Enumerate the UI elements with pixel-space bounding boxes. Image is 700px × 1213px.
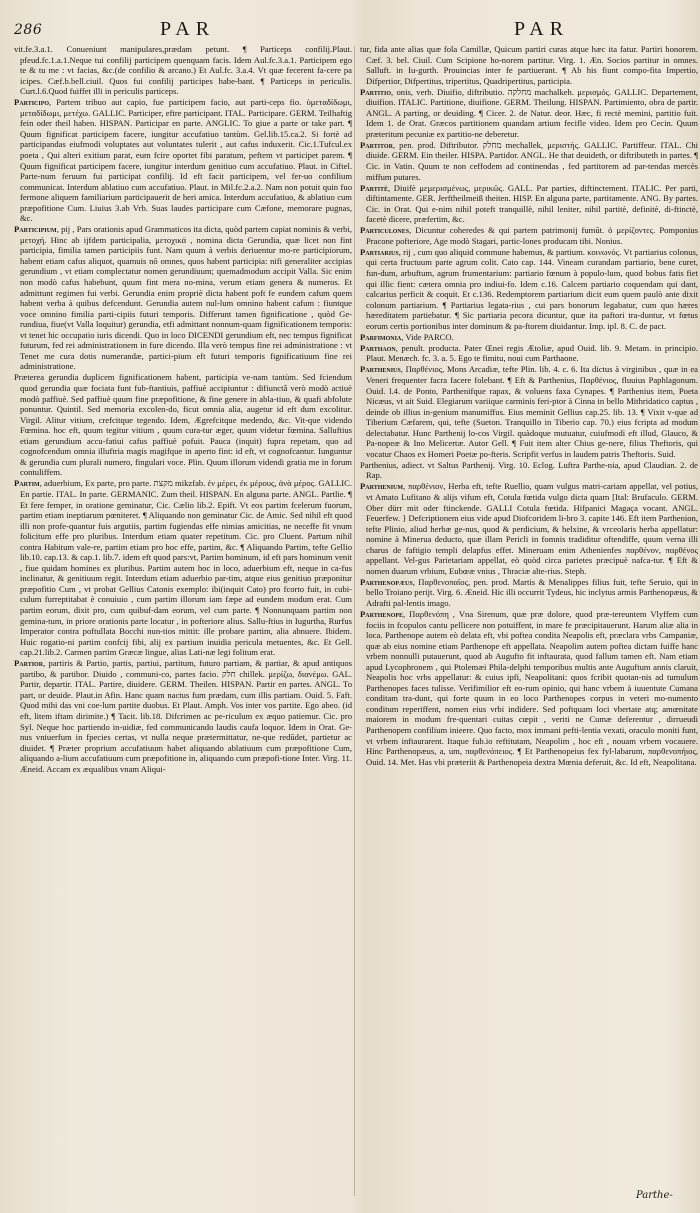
entry-headword: Parthenius [360,364,401,375]
dictionary-entry [14,372,352,477]
dictionary-entry: Partitè, Diuifè μεμερισμένως, μερικῶς. GALL. Par parties, diftinctement. ITALIC. Per parti, diftintamente. GER. Jerftheilmeiß theiten. HISP. En alguna parte, partitamente. ANG. By partes. Cic. in Orat. Qui e-nim nihil poteft tranquillè, nihil leniter, nihil partitè, definitè, di-ftinctè, facetè dicere, præfertim, &c. [360,182,698,225]
dictionary-entry [14,44,352,97]
dictionary-entry: Parthaon, penult. producta. Pater Œnei regis Ætoliæ, apud Ouid. lib. 9. Metam. in principio. Plaut. Menæch. fc. 3. a. 5. Ego te fimitu, noui cum Parthaone. [360,342,698,364]
running-head-right: PAR [514,18,570,40]
entry-headword: Partior [14,658,44,669]
entry-headword: Participium [14,224,57,235]
dictionary-entry: Participo, Partem tribuo aut capio, fue participem facio, aut parti-ceps fio. ὑμεταδίδωμι, μεταδίδωμι, μετέχω. GALLIC. Participer, eftre participant. ITAL. Participare. GERM. Teilhaftig fein oder theil haben. HISPAN. Participar en parte. ANGLIC. To giue a parte or take part. ¶ Quum fignificat participem facere, iungitur accufatiuo tantùm. Gel.lib.15.ca.2. Si fortè ad participandas eiufmodi voluptates aut voluntates tulerit , aut cafus induxerit. Cic.1.Tufcul.ex poeta , Qui alteri exitium parat, eum fcire oportet fibi paratum, peftem vt participet parem. ¶ Quum fignificat participem facere, iungitur interdum genitiuo cum accufatiuo. Plaut. in Ciftel. Parte-num feruum fui participat confilij. Id eft facit participem, vel fer-uo confilium communicat. Interdum ablatiuo cum accufatiuo. Plaut. in Mil.fc.2.a.2. Nam non potuit quin fuo fermone aliquem familiarium participauerit de heri amica. Interdum accufatiuo, & ablatiuo cum præpofitione Cum. Liuius 3.ab Vrb. Suas laudes participare cum Cæfone, memorare pugnas, &c. [14,97,352,224]
dictionary-entry: Partiarius, rij , cum quo aliquid commune habemus, & partium. κοινωνός. Vt partiarius colonus, qui certa fructuum parte agrum colit. Cato cap. 144. Vineam curandam partiario, bene curet, fun-dum, arbuftum, agrum frumentarium: partiario fœnum à populo-lum, quod bobus fatis fiet qui illic fient: cætera omnia pro indiui-fo. Idem c.16. Calcem partiario coquendam qui dant, calcarius perficit & coquit. Et c.136. Redemptorem partiarium dicit eum quem paulò ante dixit colonum partiarium. ¶ Partiarius legata-rius , cui pars bonorum legabatur, cum quo hæres hæreditatem partiebatur. ¶ Sic partiaria pecora dicuntur, quæ ita paftori tra-duntur, vt fœtus eorum certis portionibus inter dominum & pa-ftorem diuidantur. Imp. ipl. 8. C. de pact. [360,246,698,331]
entry-headword: Parfimonia [360,331,402,342]
entry-text: vit.fe.3.a.1. Conueniunt manipulares,prædam petunt. ¶ Particeps confilij.Plaut. pfeud.fc.1.a.1.Neque tui confilij participem quenquam facis. Idem Aul.fc.3.a.1. Participem ego te & tu me : vt facias, &c.(de confilio & arcano.) Et Aul.fc. 3.a.4. Vt quæ fecerent fa-cere pa icipes. Cæf.b.bell.ciuil. Quos fui confilij participes habe-bant. ¶ Particeps in periculis. Curt.l.6.Quod fuiffet illi in periculis particeps. [14,44,352,97]
page-number: 286 [14,22,43,38]
entry-text: Dicuntur coheredes & qui partem patrimonij fumūt. ὁ μερίζοντες. Pomponius Pracone pofteriore, Age modò Stagari, partic-lones producam tibi. Nonius. [366,225,698,246]
right-column [360,44,698,1194]
entry-text: tur, fida ante alias quæ fola Camillæ, Quicum partiri curas atque hæc ita fatur. Partiri honorem. Cæf. 3. bel. Ciuil. Cum Scipione ho-norem partitur. Virg. 1. Æn. Socios partitur in omnes. Salluft. in Iu-gurth. Prouincias inter fe partiuerant. ¶ Ab his fiunt compo-fita Impertio, Difpertior, Difpertitus, tripertitus, Quadripertitus, participia. [360,44,698,86]
entry-text: Παρθένιος, Mons Arcadiæ, tefte Plin. lib. 4. c. 6. Ita dictus à virginibus , quæ in ea Veneri frequenter facra facere folebant. ¶ Eft & Parthenius, Παρθένιος, fluuius Paphlagonum. Ouid. l.4. de Ponto, Parthenifque rapax, & voluens faxa Cynapes. ¶ Parthenius item, Poeta Nicæus, vt ait Suid. Elegiarum variique carminis feri-ptor à Cinna in bello Mithridatico captus , deinde ob illius in-genium manumiffus. Eius meminit Gellius cap.25. lib. 13. ¶ Vixit v-que ad Tiberium Cæfarem, qui, tefte (Sueton. Tranquillo in Tiberio cap. 70.) eius fcripta ad modum delectabatur. Hunc Parthenij lo-cos Virgil. quàdoque mutuatur, cuiufmodi eft illud, Glauco, & Pa-nopeæ & Ino Melicertæ. Autor Gell. ¶ Fuit item alter Chius ge-nere, filius Theftoris, qui vocatur Chaos ex Homeri Poetæ po-fteris. Scripfit verfus in laudem patris Theftoris. Suid. [366,364,698,459]
dictionary-entry [360,460,698,481]
left-column [14,44,352,1194]
dictionary-entry: Particulones, Dicuntur coheredes & qui partem patrimonij fumūt. ὁ μερίζοντες. Pomponius Pracone pofteriore, Age modò Stagari, partic-lones producam tibi. Nonius. [360,225,698,246]
dictionary-entry: Parthenius, Παρθένιος, Mons Arcadiæ, tefte Plin. lib. 4. c. 6. Ita dictus à virginibus , quæ in ea Veneri frequenter facra facere folebant. ¶ Eft & Parthenius, Παρθένιος, fluuius Paphlagonum. Ouid. l.4. de Ponto, Parthenifque rapax, & voluens faxa Cynapes. ¶ Parthenius item, Poeta Nicæus, vt ait Suid. Elegiarum variique carminis feri-ptor à Cinna in bello Mithridatico captus , deinde ob illius in-genium manumiffus. Eius meminit Gellius cap.25. lib. 13. ¶ Vixit v-que ad Tiberium Cæfarem, qui, tefte (Sueton. Tranquillo in Tiberio cap. 70.) eius fcripta ad modum delectabatur. Hunc Parthenij lo-cos Virgil. quàdoque mutuatur, cuiufmodi eft illud, Glauco, & Pa-nopeæ & Ino Melicertæ. Autor Gell. ¶ Fuit item alter Chius ge-nere, filius Theftoris, qui vocatur Chaos ex Homeri Poetæ po-fteris. Scripfit verfus in laudem patris Theftoris. Suid. [360,364,698,459]
entry-text: Partem tribuo aut capio, fue participem facio, aut parti-ceps fio. ὑμεταδίδωμι, μεταδίδωμι, μετέχω. GALLIC. Participer, eftre participant. ITAL. Participare. GERM. Teilhaftig fein oder theil haben. HISPAN. Participar en parte. ANGLIC. To giue a parte or take part. ¶ Quum fignificat participem facere, iungitur accufatiuo tantùm. Gel.lib.15.ca.2. Si fortè ad participandas eiufmodi voluptates aut voluntates tulerit , aut cafus induxerit. Cic.1.Tufcul.ex poeta , Qui alteri exitium parat, eum fcire oportet fibi paratum, peftem vt participet parem. ¶ Quum fignificat participem facere, iungitur interdum genitiuo cum accufatiuo. Plaut. in Ciftel. Parte-num feruum fui participat confilij. Id eft facit participem, vel fer-uo confilium communicat. Interdum ablatiuo cum accufatiuo. Plaut. in Mil.fc.2.a.2. Nam non potuit quin fuo fermone aliquem familiarium participauerit de heri amica. Interdum accufatiuo, & ablatiuo cum præpofitione Cum. Liuius 3.ab Vrb. Suas laudes participare cum Cæfone, memorare pugnas, &c. [20,97,352,224]
dictionary-entry: Partitor, pen. prod. Diftributor. מחלק mechallek, μεριστής. GALLIC. Partiffeur. ITAL. Chi diuide. GERM. Ein theiler. HISPA. Partidor. ANGL. He that deuideth, or diftributeth in partes. ¶ Cic. in Vatin. Quum te non ceffodem ad continendas , fed partitorem ad par-tendas mercès miffum putares. [360,139,698,182]
entry-headword: Parthaon [360,342,396,353]
dictionary-entry: Partim, aduerbium, Ex parte, pro parte. מקצת mikzfab. ἐν μέρει, ἐκ μέρους, ἀνὰ μέρος. GALLIC. En partie. ITAL. In parte. GERMANIC. Zum theil. HISPAN. En alguna parte. ANGL. Partlie. ¶ Et fere femper, in oratione geminatur, Cic. Cælio lib.2. Epift. Vt eos partim fcelerum fuorum, partim etiam ineptiarum pœniteret. ¶ Aliquando non geminatur Cic. de Amic. Sed nihil eft quod illi non profe-quantur fuis argutiis, partim fugiendas effe nimias amicitias, ne neceffe fit vnum folicitum effe pro pluribus. Interdum etiam quater repetitum. Cic. pro Cluent. Partum nihil contra Habitum vale-re, partim etiam pro hoc effe, partim, &c. ¶ Aliquando Partim, tefte Gellio lib.10. cap.13. & cap.1. lib.7. idem eft quod pars:vt, Partim hominum, id eft pars hominum venit , fiue quidam homines ex pluribus. Partim autem hoc in loco, aduerbium eft, neque in ca-fus inclinatur, & genitiuum regit. Interdum etiam aduerbio par-tim, atque eius genitiuo præponitur præpofitio Cum , vt probat Gellius Catonis exemplo: ibi(inquit Cato) pro fcorto fuit, in cubi-culum furreptitabat è conuiuio , cum partim illorum iam fæpe ad eundem modum erat. Cum partim eorum, dixit pro, cum quibuf-dam eorum, vel cum parte. ¶ Nonnunquam partim non gemina-tum, in priore orationis parte locatur , in pofteriore alius. Sallu-ftius in Iugurtha, Rurfus Imperator contra poftullata Bocchi nun-tios mittit: ille probare partim, alia abnuere. Ibidem. Huic rogatio-ni partim confcij fibi, alij ex partium inuidia pericula metuentes, &c. Et Gell. cap.21.lib.2. Carmen partim Græcæ lingue, alias Lati-næ legi folitum erat. [14,478,352,658]
dictionary-entry: Participium, pij , Pars orationis apud Grammaticos ita dicta, quòd partem capiat nominis & verbi, μετοχή. Hinc ab ijfdem participalia, μετοχικά , nomina dicta Gerundia, quæ licet non fint participia, fimilia tamen participiis funt. Nam quum à verbis deriuentur mo-re participiorum, habent etiam cafus aliquot, quamuis nō omnes, quos habent participia: nifi generaliter accipias gerundium , vt etiam complectatur nomen gerundiuum; quemadmodum accipit Valla. Sic enim non modò cafus habebunt, quum fint mera no-mina, verum etiam genera & numeros. Et admittunt regimen fui verbi. Gerundia enim propriè dicta habent poft fe eundem cafum quem habent verba à quibus defcendunt. Gerundia autem nul-lum omnino habent cafum : fiuntque voce omnino fimilia parti-cipiis futuri temporis. Differunt tamen fignificatione , quòd Ge-rundiua, fiue(vt Valla loquitur) gerundia, etfi admittant nonnum-quam fignificationem temporis: vt tenet hic occupatio iuris dicendi. Quo in loco DICENDI gerundium eft, nec tempus fignificat futurum, fed rei administrationem in fure dicendo. Illa verò tempus fine rei administratione : vt Tenet me cura dotis numerandæ, partici-pium eft futuri temporis fignificatiuum fine rei administratione. [14,224,352,372]
entry-text: Παρθενόπη , Vna Sirenum, quæ præ dolore, quod præ-tereuntem Vlyffem cum fociis in fcopulos cantu pellicere non potuiffent, in mare fe præcipitauerunt. Harum aliæ alia in loca. Parthenope autem eò delata eft, vbi poftea condita Neapolis eft, præclara vrbs Campaniæ, quæ ab eius nomine etiam Parthenope eft appellata. Neapolim autem poftea dictam fuiffe hanc vrbem nonnulli putauerunt, quod ab Augufto fit inftaurata, quod fallum tamen eft. Nam etiam apud Lycophronem , qui Ptolemæi Phila-delphi temporibus multis ante Auguftum annis claruit, Neapolis hoc vrbs appellatur: & cuius ipfi, Neapolitani: quos fcribit quotan-nis ad tumulum Parthenopes faces tulisse. Verifimilior eft eo-rum opinio, qui hanc vrbem à iuuentute Cumana conditam tra-dunt, qui forte quum in eo loco Parthenopes corpus in veteri mo-numento conditum reperiffent, nomen eius vrbi indidere. Sed poftquam loci vbertate atq; amœnitate maiorem in modum fre-quentari cuitas cœpit , veriti ne Cumæ deferentur , dirrueudi Parthenopem confilium inieere. Quo facto, mox immani pefti-lentia vexati, oraculo moniti funt, vt vrbem inftaurarent. Itaque fub.io reftitutam, Neapolim , hoc eft , nouam vrbem vocauere. Hinc Parthenopæus, a, um, παρθενόπειος. ¶ Et Parthenopeius fex fyl-labarum, παρθενοπήιος, Ouid. 14. Met. Has vbi præteriit & Parthenopeia dextra Mœnia deferuit, &c. Id eft, Neapolitana. [366,608,698,767]
entry-text: partiris & Partio, partis, partiui, partitum, futuro partiam, & partiar, & apud antiquos partibo, & partibor. Diuido , communi-co, partes facio. חלק chillek. μερίζω, διανέμω. GAL. Partir, departir. ITAL. Partire, diuidere. GERM. Theilen. HISPAN. Partir en partes. ANGL. To part, or deuide. Plaut.in Afin. Hanc quam nactus fum prædam, cum illis partiam. Ouid. 5. Faft. Quod mihi das vni coe-lum partite duobus. Et Plaut. Amph. Vos inter vos partite. Ego abeo. (id eft, litem iftam dirimite.) ¶ Tacit. lib.18. Difcrimen ac pe-riculum ex æquo patiemur. Cic. pro Syl. Neque hoc partiendo in-uidiæ, fed communicando laudis caufa loquor. Idem in Orat. Ge-nus vniuerfum in fpecies certas, vt nulla neque prætermittatur, ne-que redūdet, partietur ac diuidet. ¶ Præter proprium accufatiuum habet aliquando ablatiuum cum præpofitione Cum, aliquando a-lium accufatiuum cum præpofitione in, aliquando cum præpofi-tione Inter. Virg. 11. Æneid. Accam ex æqualibus vnam Aliqui- [20,658,352,774]
dictionary-entry: Partitio, onis, verb. Diuifio, diftributio. מחלקה machalkeh. μερισμός. GALLIC. Departement, diuifion. ITALIC. Partitione, diuifione. GERM. Theilung. HISPAN. Partimiento, obra de partir. ANGL. A parting, or deuiding. ¶ Cicer. 2. de Natur. deor. Hæc, fi rectè memini, partitio fuit. Idem 1. de Orat. Græcos partitionem quandam artium fecifle video. Idem pro Cecin. Quum præteritum pecuniæ ex partitio-ne deberetur. [360,86,698,139]
entry-text: Vide PARCO. [405,331,454,342]
entry-headword: Partitio [360,86,392,97]
column-divider [354,46,355,1196]
entry-headword: Partitor [360,139,393,150]
running-head-left: PAR [160,18,216,40]
entry-headword: Parthenopæus [360,576,413,587]
dictionary-entry: Parthenopæus, Παρθενοπαῖος, pen. prod. Martis & Menalippes filius fuit, tefte Seruio, qui in bello Troiano perijt. Virg. 6. Æneid. Hic illi occurrit Tydeus, hic inclytus armis Parthenopæus, & Adrafti pal-lentis imago. [360,576,698,608]
dictionary-entry: Partior, partiris & Partio, partis, partiui, partitum, futuro partiam, & partiar, & apud antiquos partibo, & partibor. Diuido , communi-co, partes facio. חלק chillek. μερίζω, διανέμω. GAL. Partir, departir. ITAL. Partire, diuidere. GERM. Theilen. HISPAN. Partir en partes. ANGL. To part, or deuide. Plaut.in Afin. Hanc quam nactus fum prædam, cum illis partiam. Ouid. 5. Faft. Quod mihi das vni coe-lum partite duobus. Et Plaut. Amph. Vos inter vos partite. Ego abeo. (id eft, litem iftam dirimite.) ¶ Tacit. lib.18. Difcrimen ac pe-riculum ex æquo patiemur. Cic. pro Syl. Neque hoc partiendo in-uidiæ, fed communicando laudis caufa loquor. Idem in Orat. Ge-nus vniuerfum in fpecies certas, vt nulla neque prætermittatur, ne-que redūdet, partietur ac diuidet. ¶ Præter proprium accufatiuum habet aliquando ablatiuum cum præpofitione Cum, aliquando a-lium accufatiuum cum præpofitione in, aliquando cum præpofi-tione Inter. Virg. 11. Æneid. Accam ex æqualibus vnam Aliqui- [14,658,352,774]
entry-text: Diuifè μεμερισμένως, μερικῶς. GALL. Par parties, diftinctement. ITALIC. Per parti, diftintamente. GER. Jerftheilmeiß theiten. HISP. En alguna parte, partitamente. ANG. By partes. Cic. in Orat. Qui e-nim nihil poteft tranquillè, nihil leniter, nihil partitè, definitè, di-ftinctè, facetè dicere, præfertim, &c. [366,182,698,225]
dictionary-entry: Parthenium, παρθένιον, Herba eft, tefte Ruellio, quam vulgus matri-cariam appellat, vel potius, vt Amato Lufitano & alijs vifum eft, Cotula fœtida vulgo dicta quam [Ital: Brufaculo. GERM. Ober dürr mit oder ftinckende. GALLI Cotula fœtida. Hifpanici Magaça vocant. ANGL. Feuerfew. } Defcriptionem eius vide apud Diofcoridem li-bro 3. capite 146. Eft item Parthenion, tefte Plinio, aliud herbæ ge-nus, quod & perdicium, & helxine, & vrceolaris herba appellatur: nomine à Minerua deducto, quæ illam Pericli in fomnis tradiditur oftendiffe, quum verna illi charus de faftigio templi delapfus effet. Mineruam enim Athenienfes παρθένον, παρθένος appellant. Vel-gus Parietariam appellat, eò quòd circa parietes præcipuè nafca-tur. ¶ Eft & nomen duarum vrbium, Eubœæ vnius , Thraciæ alte-rius. Steph. [360,481,698,576]
entry-text: onis, verb. Diuifio, diftributio. מחלקה machalkeh. μερισμός. GALLIC. Departement, diuifion. ITALIC. Partitione, diuifione. GERM. Theilung. HISPAN. Partimiento, obra de partir. ANGL. A parting, or deuiding. ¶ Cicer. 2. de Natur. deor. Hæc, fi rectè memini, partitio fuit. Idem 1. de Orat. Græcos partitionem quandam artium fecifle video. Idem pro Cecin. Quum præteritum pecuniæ ex partitio-ne deberetur. [366,86,698,139]
entry-text: rij , cum quo aliquid commune habemus, & partium. κοινωνός. Vt partiarius colonus, qui certa fructuum parte agrum colit. Cato cap. 144. Vineam curandam partiario, bene curet, fun-dum, arbuftum, agrum frumentarium: partiario fœnum à populo-lum, quod bobus fatis fiet qui illic fient: cætera omnia pro indiui-fo. Idem c.16. Calcem partiario coquendam qui dant, calcarius perficit & coquit. Et c.136. Redemptorem partiarium dicit eum quem paulò ante dixit colonum partiarium. ¶ Partiarius legata-rius , cui pars bonorum legabatur, cum quo hæres hæreditatem partiebatur. ¶ Sic partiaria pecora dicuntur, quæ ita paftori tra-duntur, vt fœtus eorum certis portionibus inter dominum & pa-ftorem diuidantur. Imp. ipl. 8. C. de pact. [366,246,698,331]
entry-text: Παρθενοπαῖος, pen. prod. Martis & Menalippes filius fuit, tefte Seruio, qui in bello Troiano perijt. Virg. 6. Æneid. Hic illi occurrit Tydeus, hic inclytus armis Parthenopæus, & Adrafti pal-lentis imago. [366,576,698,608]
entry-text: pen. prod. Diftributor. מחלק mechallek, μεριστής. GALLIC. Partiffeur. ITAL. Chi diuide. GERM. Ein theiler. HISPA. Partidor. ANGL. He that deuideth, or diftributeth in partes. ¶ Cic. in Vatin. Quum te non ceffodem ad continendas , fed partitorem ad par-tendas mercès miffum putares. [366,139,698,182]
entry-headword: Participo [14,97,50,108]
dictionary-entry [360,44,698,86]
entry-text: pij , Pars orationis apud Grammaticos ita dicta, quòd partem capiat nominis & verbi, μετοχή. Hinc ab ijfdem participalia, μετοχικά , nomina dicta Gerundia, quæ licet non fint participia, fimilia tamen participiis funt. Nam quum à verbis deriuentur mo-re participiorum, habent etiam cafus aliquot, quamuis nō omnes, quos habent participia: nifi generaliter accipias gerundium , vt etiam complectatur nomen gerundiuum; quemadmodum accipit Valla. Sic enim non modò cafus habebunt, quum fint mera no-mina, verum etiam genera & numeros. Et admittunt regimen fui verbi. Gerundia enim propriè dicta habent poft fe eundem cafum quem habent verba à quibus defcendunt. Gerundia autem nul-lum omnino habent cafum : fiuntque voce omnino fimilia parti-cipiis futuri temporis. Differunt tamen fignificatione , quòd Ge-rundiua, fiue(vt Valla loquitur) gerundia, etfi admittant nonnum-quam fignificationem temporis: vt tenet hic occupatio iuris dicendi. Quo in loco DICENDI gerundium eft, nec tempus fignificat futurum, fed rei administrationem in fure dicendo. Illa verò tempus fine rei administratione : vt Tenet me cura dotis numerandæ, partici-pium eft futuri temporis fignificatiuum fine rei administratione. [20,224,352,372]
entry-headword: Parthenium [360,481,404,492]
catchword: Parthe- [636,1190,673,1201]
entry-headword: Partiarius [360,246,399,257]
entry-text: Parthenius, adiect. vt Saltus Parthenij. Virg. 10. Eclog. Luftra Parthe-nia, apud Claudian. 2. de Rap. [360,459,698,481]
entry-headword: Particulones [360,225,410,236]
entry-text: παρθένιον, Herba eft, tefte Ruellio, quam vulgus matri-cariam appellat, vel potius, vt Amato Lufitano & alijs vifum eft, Cotula fœtida vulgo dicta quam [Ital: Brufaculo. GERM. Ober dürr mit oder ftinckende. GALLI Cotula fœtida. Hifpanici Magaça vocant. ANGL. Feuerfew. } Defcriptionem eius vide apud Diofcoridem li-bro 3. capite 146. Eft item Parthenion, tefte Plinio, aliud herbæ ge-nus, quod & perdicium, & helxine, & vrceolaris herba appellatur: nomine à Minerua deducto, quæ illam Pericli in fomnis tradiditur oftendiffe, quum verna illi charus de faftigio templi delapfus effet. Mineruam enim Athenienfes παρθένον, παρθένος appellant. Vel-gus Parietariam appellat, eò quòd circa parietes præcipuè nafca-tur. ¶ Eft & nomen duarum vrbium, Eubœæ vnius , Thraciæ alte-rius. Steph. [366,481,698,576]
dictionary-entry: Parfimonia, Vide PARCO. [360,331,454,342]
entry-text: aduerbium, Ex parte, pro parte. מקצת mikzfab. ἐν μέρει, ἐκ μέρους, ἀνὰ μέρος. GALLIC. En partie. ITAL. In parte. GERMANIC. Zum theil. HISPAN. En alguna parte. ANGL. Partlie. ¶ Et fere femper, in oratione geminatur, Cic. Cælio lib.2. Epift. Vt eos partim fcelerum fuorum, partim etiam ineptiarum pœniteret. ¶ Aliquando non geminatur Cic. de Amic. Sed nihil eft quod illi non profe-quantur fuis argutiis, partim fugiendas effe nimias amicitias, ne neceffe fit vnum folicitum effe pro pluribus. Interdum etiam quater repetitum. Cic. pro Cluent. Partum nihil contra Habitum vale-re, partim etiam pro hoc effe, partim, &c. ¶ Aliquando Partim, tefte Gellio lib.10. cap.13. & cap.1. lib.7. idem eft quod pars:vt, Partim hominum, id eft pars hominum venit , fiue quidam homines ex pluribus. Partim autem hoc in loco, aduerbium eft, neque in ca-fus inclinatur, & genitiuum regit. Interdum etiam aduerbio par-tim, atque eius genitiuo præponitur præpofitio Cum , vt probat Gellius Catonis exemplo: ibi(inquit Cato) pro fcorto fuit, in cubi-culum furreptitabat è conuiuio , cum partim illorum iam fæpe ad eundem modum erat. Cum partim eorum, dixit pro, cum quibuf-dam eorum, vel cum parte. ¶ Nonnunquam partim non gemina-tum, in priore orationis parte locatur , in pofteriore alius. Sallu-ftius in Iugurtha, Rurfus Imperator contra poftullata Bocchi nun-tios mittit: ille probare partim, alia abnuere. Ibidem. Huic rogatio-ni partim confcij fibi, alij ex partium inuidia pericula metuentes, &c. Et Gell. cap.21.lib.2. Carmen partim Græcæ lingue, alias Lati-næ legi folitum erat. [20,478,352,658]
entry-headword: Partim [14,478,40,489]
entry-headword: Partitè [360,182,389,193]
entry-text: Præterea gerundia duplicem fignificationem habent, participia ve-nam tantùm. Sed fciendum quod gerundia quæ fociata funt fub-ftantiuis, paffiuè accipiuntur : difiunctâ verò modò actiuè modò paffiuè. Sed paffiuè quum fine præpofitione, & fine genere in abla-tiuo, & quafi abfolute ponuntur. Quintil. Sed memoria excolen-do, ficut omnia alia, augetur id eft dum excolitur. Virgil. Alitur vitium, crefcitque tegendo. Idem, Ægrefcitque medendo, &c. Vit-que videndo Fœmina. hoc eft, quum tegitur vitium , quum cura-tur æger, quum videtur fœmina. Salluftius etiam gerundium accu-fatiui cafus paffiuè pofuit. Pauca (inquit) fupra repetam, quo ad cognofcendum omnia illuftria magis magifque in aperto fint: id eft, vt cognofcantur. Iunguntur & gerundia cum plurali numero, fingulari voce. Plin. Quum illorum videndi gratia me in forum contuliffem. [14,372,352,478]
entry-text: penult. producta. Pater Œnei regis Ætoliæ, apud Ouid. lib. 9. Metam. in principio. Plaut. Menæch. fc. 3. a. 5. Ego te fimitu, noui cum Parthaone. [366,342,698,364]
entry-headword: Parthenope [360,608,404,619]
dictionary-entry: Parthenope, Παρθενόπη , Vna Sirenum, quæ præ dolore, quod præ-tereuntem Vlyffem cum fociis in fcopulos cantu pellicere non potuiffent, in mare fe præcipitauerunt. Harum aliæ alia in loca. Parthenope autem eò delata eft, vbi poftea condita Neapolis eft, præclara vrbs Campaniæ, quæ ab eius nomine etiam Parthenope eft appellata. Neapolim autem poftea dictam fuiffe hanc vrbem nonnulli putauerunt, quod ab Augufto fit inftaurata, quod fallum tamen eft. Nam etiam apud Lycophronem , qui Ptolemæi Phila-delphi temporibus multis ante Auguftum annis claruit, Neapolis hoc vrbs appellatur: & cuius ipfi, Neapolitani: quos fcribit quotan-nis ad tumulum Parthenopes faces tulisse. Verifimilior eft eo-rum opinio, qui hanc vrbem à iuuentute Cumana conditam tra-dunt, qui forte quum in eo loco Parthenopes corpus in veteri mo-numento conditum reperiffent, nomen eius vrbi indidere. Sed poftquam loci vbertate atq; amœnitate maiorem in modum fre-quentari cuitas cœpit , veriti ne Cumæ deferentur , dirrueudi Parthenopem confilium inieere. Quo facto, mox immani pefti-lentia vexati, oraculo moniti funt, vt vrbem inftaurarent. Itaque fub.io reftitutam, Neapolim , hoc eft , nouam vrbem vocauere. Hinc Parthenopæus, a, um, παρθενόπειος. ¶ Et Parthenopeius fex fyl-labarum, παρθενοπήιος, Ouid. 14. Met. Has vbi præteriit & Parthenopeia dextra Mœnia deferuit, &c. Id eft, Neapolitana. [360,608,698,767]
